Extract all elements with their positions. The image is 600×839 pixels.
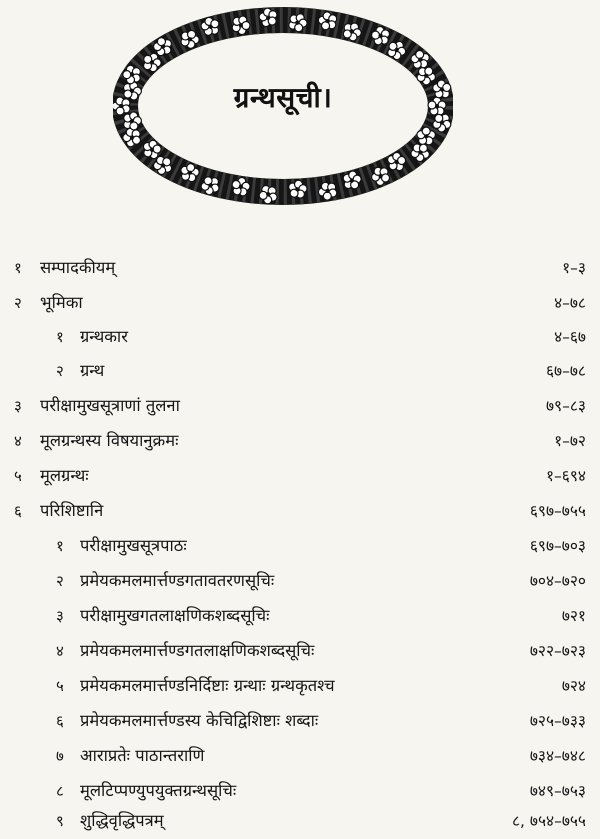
toc-number: २: [56, 362, 64, 380]
toc-row: [0, 706, 600, 736]
toc-row: [0, 322, 600, 352]
toc-number: ६: [14, 502, 22, 520]
toc-number: ६: [56, 712, 64, 730]
toc-pages: ७३४–७४८: [529, 747, 586, 765]
toc-pages: ७२५–७३३: [529, 712, 586, 730]
toc-label: मूलटिप्पण्युपयुक्तग्रन्थसूचिः: [80, 781, 237, 800]
toc-number: ७: [56, 747, 64, 765]
toc-pages: ७२४: [561, 677, 586, 695]
page-title: ग्रन्थसूची।: [233, 81, 333, 114]
toc-row: [0, 391, 600, 421]
toc-row: [0, 566, 600, 596]
toc-label: मूलग्रन्थः: [40, 466, 89, 485]
toc-pages: ६९७–७०३: [529, 537, 586, 555]
toc-label: सम्पादकीयम्: [40, 258, 116, 277]
toc-number: १: [56, 328, 64, 346]
toc-pages: ४–६७: [554, 328, 586, 346]
toc-number: ४: [56, 642, 64, 660]
toc-pages: १–३: [562, 259, 586, 277]
toc-pages: ८, ७५४–७५५: [511, 812, 586, 830]
toc-number: २: [14, 294, 22, 312]
toc-label: शुद्धिवृद्धिपत्रम्: [80, 811, 164, 830]
toc-row: [0, 671, 600, 701]
toc-label: परीक्षामुखसूत्राणां तुलना: [40, 396, 180, 415]
toc-number: ३: [56, 607, 64, 625]
toc-row: [0, 806, 600, 836]
toc-number: ८: [56, 782, 64, 800]
toc-pages: ७४९–७५३: [529, 782, 586, 800]
toc-number: २: [56, 572, 64, 590]
toc-row: [0, 356, 600, 386]
toc-row: [0, 288, 600, 318]
toc-label: भूमिका: [40, 293, 83, 312]
toc-pages: ६९७–७५५: [529, 502, 586, 520]
toc-number: ४: [14, 432, 22, 450]
toc-label: प्रमेयकमलमार्त्तण्डगतावतरणसूचिः: [80, 571, 275, 590]
toc-pages: ७२१: [561, 607, 586, 625]
toc-number: ९: [56, 812, 64, 830]
toc-pages: ७९–८३: [546, 397, 586, 415]
toc-row: [0, 426, 600, 456]
toc-row: [0, 601, 600, 631]
toc-pages: १–६९४: [546, 467, 586, 485]
toc-row: [0, 531, 600, 561]
toc-label: आराप्रतेः पाठान्तराणि: [80, 746, 205, 765]
toc-number: ५: [56, 677, 64, 695]
toc-number: ५: [14, 467, 22, 485]
toc-label: प्रमेयकमलमार्त्तण्डनिर्दिष्टाः ग्रन्थाः ग्रन्थकृतश्च: [80, 676, 335, 695]
toc-row: [0, 636, 600, 666]
toc-row: [0, 461, 600, 491]
toc-number: १: [56, 537, 64, 555]
toc-label: मूलग्रन्थस्य विषयानुक्रमः: [40, 431, 179, 450]
toc-label: प्रमेयकमलमार्त्तण्डगतलाक्षणिकशब्दसूचिः: [80, 641, 315, 660]
toc-number: ३: [14, 397, 22, 415]
toc-label: ग्रन्थ: [80, 361, 105, 380]
toc-pages: ४–७८: [554, 294, 586, 312]
toc-row: [0, 776, 600, 806]
toc-label: परिशिष्टानि: [40, 501, 104, 520]
toc-number: १: [14, 259, 22, 277]
toc-label: ग्रन्थकार: [80, 327, 128, 346]
toc-pages: ६७–७८: [546, 362, 586, 380]
toc-label: परीक्षामुखगतलाक्षणिकशब्दसूचिः: [80, 606, 270, 625]
toc-label: प्रमेयकमलमार्त्तण्डस्य केचिद्विशिष्टाः शब्दाः: [80, 711, 319, 730]
toc-pages: १–७२: [554, 432, 586, 450]
toc-label: परीक्षामुखसूत्रपाठः: [80, 536, 187, 555]
toc-row: [0, 253, 600, 283]
toc-row: [0, 741, 600, 771]
toc-row: [0, 496, 600, 526]
toc-pages: ७०४–७२०: [529, 572, 586, 590]
toc-pages: ७२२–७२३: [529, 642, 586, 660]
